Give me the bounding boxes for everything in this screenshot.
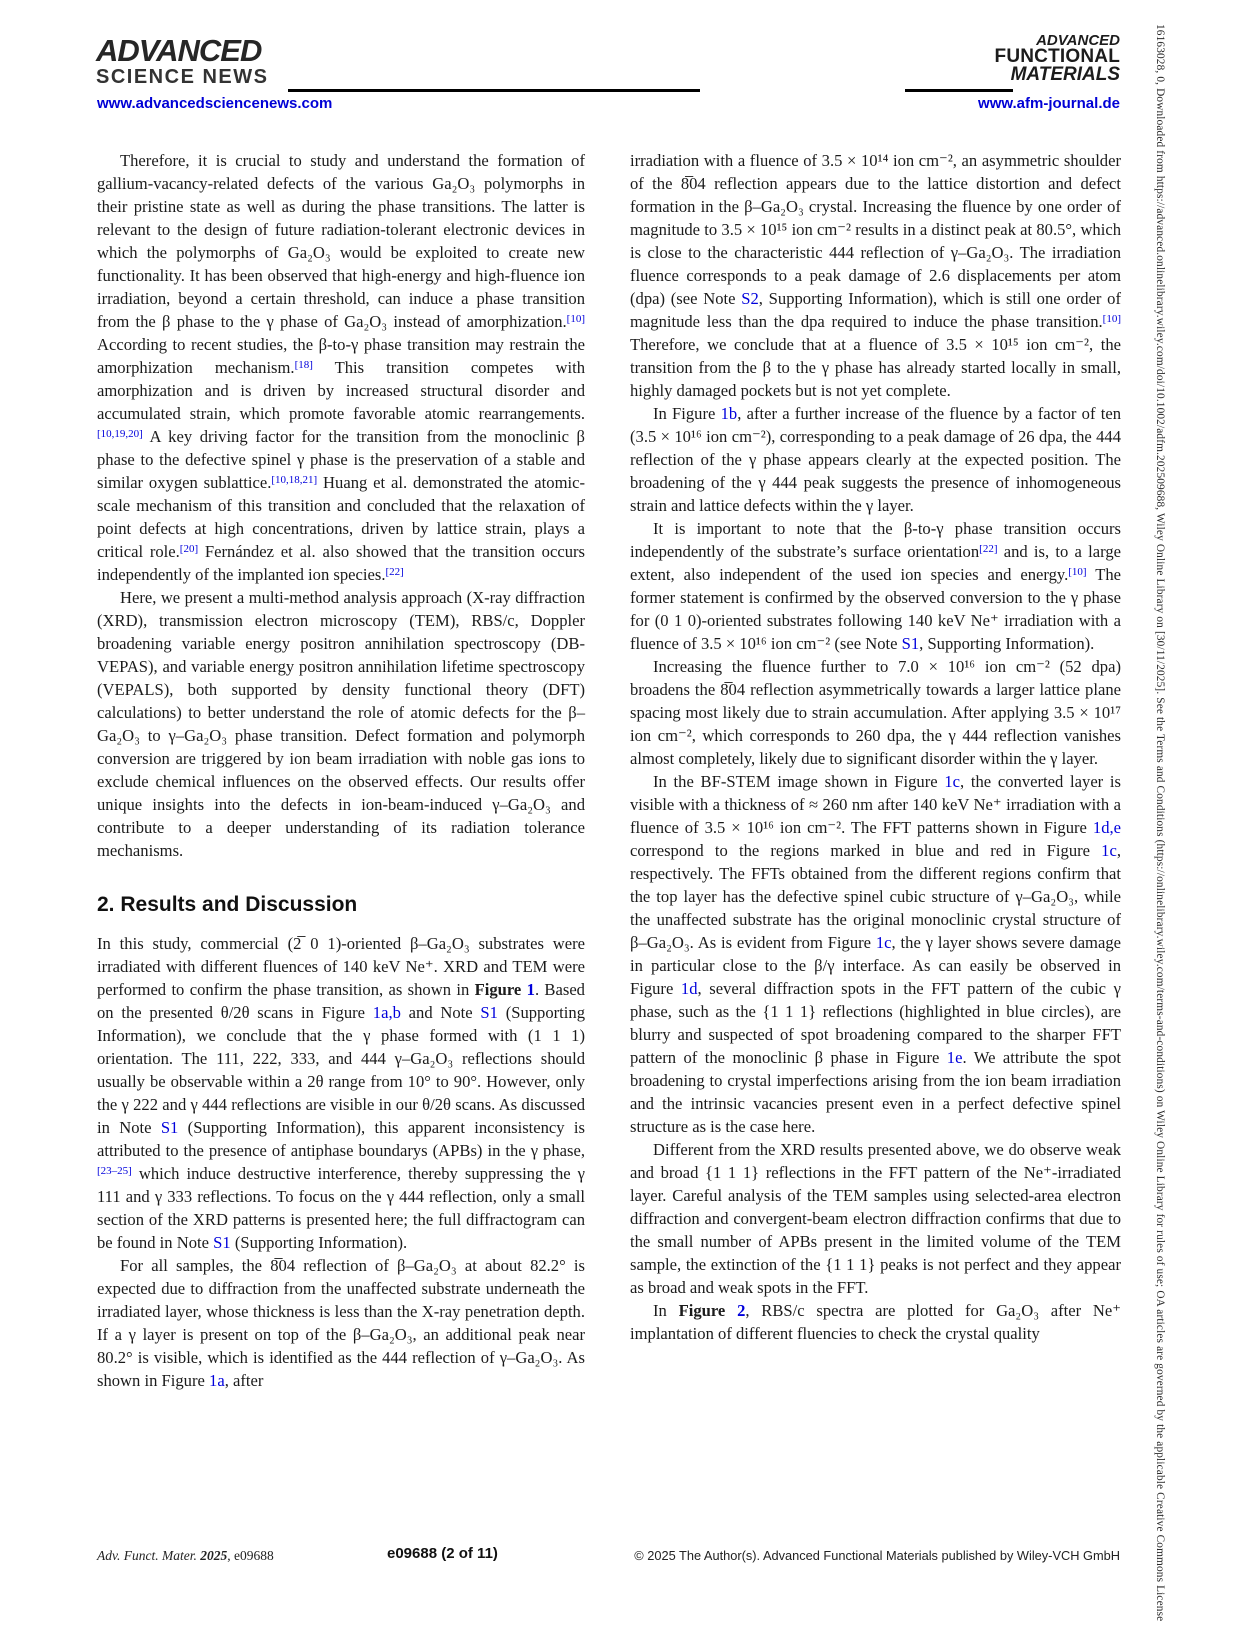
logo-text-functional: FUNCTIONAL — [994, 46, 1120, 67]
paragraph: Here, we present a multi-method analysis approach (X-ray diffraction (XRD), transmission electron microscopy (TEM), RBS/c, Doppler broadening variable energy positron annihilation spectroscopy (DB-VEPAS), and variable energy positron annihilation lifetime spectroscopy (VEPALS), both supported by density functional theory (DFT) calculations) to better understand the role of atomic defects for the β–Ga₂O₃ to γ–Ga₂O₃ phase transition. Defect formation and polymorph conversion are triggered by ion beam irradiation with noble gas ions to exclude chemical influences on the observed effects. Our results offer unique insights into the defects in ion-beam-induced γ–Ga₂O₃ and contribute to a deeper understanding of its radiation tolerance mechanisms. — [97, 588, 585, 860]
article-column-left — [97, 149, 585, 1392]
paragraph: Increasing the fluence further to 7.0 × 10¹⁶ ion cm⁻² (52 dpa) broadens the 8̅04 reflection asymmetrically towards a larger lattice plane spacing most likely due to strain accumulation. After applying 3.5 × 10¹⁷ ion cm⁻², which corresponds to 260 dpa, the γ 444 reflection vanishes almost completely, likely due to significant disorder within the γ layer. — [630, 657, 1121, 768]
section-heading: 2. Results and Discussion — [97, 893, 358, 916]
paragraph: In Figure 2, RBS/c spectra are plotted for Ga₂O₃ after Ne⁺ implantation of different fluencies to check the crystal quality — [630, 1301, 1121, 1343]
logo-text-advanced-afm: ADVANCED — [1036, 32, 1120, 49]
inline-reference-link[interactable]: 1a,b — [372, 1003, 401, 1022]
inline-reference-link[interactable]: 1 — [526, 980, 535, 999]
footer-copyright: © 2025 The Author(s). Advanced Functional Materials published by Wiley-VCH GmbH — [634, 1548, 1120, 1563]
footer-page-number: e09688 (2 of 11) — [387, 1545, 498, 1562]
inline-reference-link[interactable]: 2 — [737, 1301, 746, 1320]
logo-text-materials: MATERIALS — [1010, 64, 1120, 85]
logo-text-science-news: SCIENCE NEWS — [96, 66, 269, 88]
inline-reference-link[interactable]: 1a — [209, 1371, 225, 1390]
paragraph: irradiation with a fluence of 3.5 × 10¹⁴ ion cm⁻², an asymmetric shoulder of the 8̅04 reflection appears due to the lattice distortion and defect formation in the β–Ga₂O₃ crystal. Increasing the fluence by one order of magnitude to 3.5 × 10¹⁵ ion cm⁻² results in a distinct peak at 80.5°, which is close to the characteristic 444 reflection of γ–Ga₂O₃. The irradiation fluence corresponds to a peak damage of 2.6 displacements per atom (dpa) (see Note S2, Supporting Information), which is still one order of magnitude less than the dpa required to induce the phase transition.[10] Therefore, we conclude that at a fluence of 3.5 × 10¹⁵ ion cm⁻², the transition from the β to the γ phase has already started locally in small, highly damaged pockets but is not yet complete. — [630, 151, 1121, 400]
inline-reference-link[interactable]: [23–25] — [97, 1165, 132, 1177]
article-column-right — [630, 149, 1121, 1345]
inline-reference-link[interactable]: [10,18,21] — [271, 474, 318, 486]
paragraph: In the BF-STEM image shown in Figure 1c, the converted layer is visible with a thickness of ≈ 260 nm after 140 keV Ne⁺ irradiation with a fluence of 3.5 × 10¹⁶ ion cm⁻². The FFT patterns shown in Figure 1d,e correspond to the regions marked in blue and red in Figure 1c, respectively. The FFTs obtained from the different regions confirm that the top layer has the defective spinel cubic structure of γ–Ga₂O₃, while the unaffected substrate has the original monoclinic crystal structure of β–Ga₂O₃. As is evident from Figure 1c, the γ layer shows severe damage in particular close to the β/γ interface. As can easily be observed in Figure 1d, several diffraction spots in the FFT pattern of the cubic γ phase, such as the {1 1 1} reflections (highlighted in blue circles), are blurry and suspected of spot broadening compared to the sharper FFT pattern of the monoclinic β phase in Figure 1e. We attribute the spot broadening to crystal imperfections arising from the ion beam irradiation and the intrinsic vacancies present even in a perfect defective spinel structure as is the case here. — [630, 772, 1121, 1136]
inline-reference-link[interactable]: S1 — [160, 1118, 179, 1137]
advancedsciencenews-link[interactable]: www.advancedsciencenews.com — [97, 95, 333, 112]
text-segment: , e09688 — [227, 1548, 274, 1563]
inline-reference-link[interactable]: [10] — [1068, 566, 1087, 578]
paragraph: It is important to note that the β-to-γ phase transition occurs independently of the substrate’s surface orientation[22] and is, to a large extent, also independent of the used ion species and energy.[10] The former statement is confirmed by the observed conversion to the γ phase for (0 1 0)-oriented substrates following 140 keV Ne⁺ irradiation with a fluence of 3.5 × 10¹⁶ ion cm⁻² (see Note S1, Supporting Information). — [630, 519, 1121, 653]
paragraph: Therefore, it is crucial to study and understand the formation of gallium-vacancy-related defects of the various Ga₂O₃ polymorphs in their pristine state as well as during the phase transitions. The latter is relevant to the design of future radiation-tolerant electronic devices in which the polymorphs of Ga₂O₃ would be exploited to create new functionality. It has been observed that high-energy and high-fluence ion irradiation, beyond a certain threshold, can induce a phase transition from the β phase to the γ phase of Ga₂O₃ instead of amorphization.[10] According to recent studies, the β-to-γ phase transition may restrain the amorphization mechanism.[18] This transition competes with amorphization and is driven by increased structural disorder and accumulated strain, which promote favorable atomic rearrangements.[10,19,20] A key driving factor for the transition from the monoclinic β phase to the defective spinel γ phase is the preservation of a stable and similar oxygen sublattice.[10,18,21] Huang et al. demonstrated the atomic-scale mechanism of this transition and concluded that the relaxation of point defects at high concentrations, driven by lattice strain, plays a critical role.[20] Fernández et al. also showed that the transition occurs independently of the implanted ion species.[22] — [97, 151, 585, 584]
inline-reference-link[interactable]: 1c — [1101, 841, 1117, 860]
footer-citation — [97, 1548, 274, 1564]
paragraph: In Figure 1b, after a further increase of the fluence by a factor of ten (3.5 × 10¹⁶ ion cm⁻²), corresponding to a peak damage of 26 dpa, the 444 reflection of the γ phase appears clearly at the expected position. The broadening of the γ 444 peak suggests the presence of inhomogeneous strain and lattice defects within the γ layer. — [630, 404, 1121, 515]
header-rule-left — [288, 89, 700, 92]
inline-reference-link[interactable]: 1c — [875, 933, 892, 952]
inline-reference-link[interactable]: [18] — [294, 359, 313, 371]
inline-reference-link[interactable]: S1 — [480, 1003, 498, 1022]
paragraph: Different from the XRD results presented above, we do observe weak and broad {1 1 1} reflections in the FFT pattern of the Ne⁺-irradiated layer. Careful analysis of the TEM samples using selected-area electron diffraction and convergent-beam electron diffraction confirms that due to the small number of APBs present in the limited volume of the TEM sample, the extinction of the {1 1 1} peaks is not perfect and they appear as broad and weak spots in the FFT. — [630, 1140, 1121, 1297]
paragraph: For all samples, the 8̅04 reflection of β–Ga₂O₃ at about 82.2° is expected due to diffraction from the unaffected substrate underneath the irradiated layer, whose thickness is less than the X-ray penetration depth. If a γ layer is present on top of the β–Ga₂O₃, an additional peak near 80.2° is visible, which is identified as the 444 reflection of γ–Ga₂O₃. As shown in Figure 1a, after — [97, 1256, 585, 1390]
afm-journal-link[interactable]: www.afm-journal.de — [978, 95, 1120, 112]
inline-reference-link[interactable]: [22] — [385, 566, 404, 578]
inline-reference-link[interactable]: [10] — [566, 313, 585, 325]
text-segment: Figure — [474, 980, 527, 999]
inline-reference-link[interactable]: S1 — [901, 634, 920, 653]
inline-reference-link[interactable]: 1d,e — [1092, 818, 1121, 837]
logo-text-advanced: ADVANCED — [96, 33, 262, 68]
inline-reference-link[interactable]: [20] — [179, 543, 199, 555]
header-rule-right — [905, 89, 1013, 92]
inline-reference-link[interactable]: 1d — [680, 979, 698, 998]
inline-reference-link[interactable]: 1b — [720, 404, 738, 423]
advanced-functional-materials-logo — [995, 33, 1120, 84]
text-segment: Adv. Funct. Mater. — [97, 1548, 201, 1563]
inline-reference-link[interactable]: S2 — [741, 289, 759, 308]
inline-reference-link[interactable]: [22] — [979, 543, 998, 555]
text-segment: Figure — [678, 1301, 738, 1320]
inline-reference-link[interactable]: S1 — [213, 1233, 231, 1252]
paragraph: In this study, commercial (2̅ 0 1)-oriented β–Ga₂O₃ substrates were irradiated with different fluences of 140 keV Ne⁺. XRD and TEM were performed to confirm the phase transition, as shown in Figure 1. Based on the presented θ/2θ scans in Figure 1a,b and Note S1 (Supporting Information), we conclude that the γ phase formed with (1 1 1) orientation. The 111, 222, 333, and 444 γ–Ga₂O₃ reflections should usually be observable within a 2θ range from 10° to 90°. However, only the γ 222 and γ 444 reflections are visible in our θ/2θ scans. As discussed in Note S1 (Supporting Information), this apparent inconsistency is attributed to the presence of antiphase boundarys (APBs) in the γ phase,[23–25] which induce destructive interference, thereby suppressing the γ 111 and γ 333 reflections. To focus on the γ 444 reflection, only a small section of the XRD patterns is presented here; the full diffractogram can be found in Note S1 (Supporting Information). — [97, 934, 585, 1252]
download-license-note: 16163028, 0, Downloaded from https://advanced.onlinelibrary.wiley.com/doi/10.1002/adfm.202509688, Wiley Online Library on [30/11/2025]. See the Terms and Conditions (https://onlinelibrary.wiley.com/terms-and-conditions) on Wiley Online Library for rules of use; OA articles are governed by the applicable Creative Commons License — [1154, 24, 1166, 1622]
text-segment: 2025 — [200, 1548, 228, 1563]
inline-reference-link[interactable]: 1c — [944, 772, 961, 791]
inline-reference-link[interactable]: [10] — [1102, 313, 1121, 325]
inline-reference-link[interactable]: 1e — [946, 1048, 963, 1067]
inline-reference-link[interactable]: [10,19,20] — [97, 428, 143, 440]
advanced-science-news-logo — [96, 33, 269, 88]
